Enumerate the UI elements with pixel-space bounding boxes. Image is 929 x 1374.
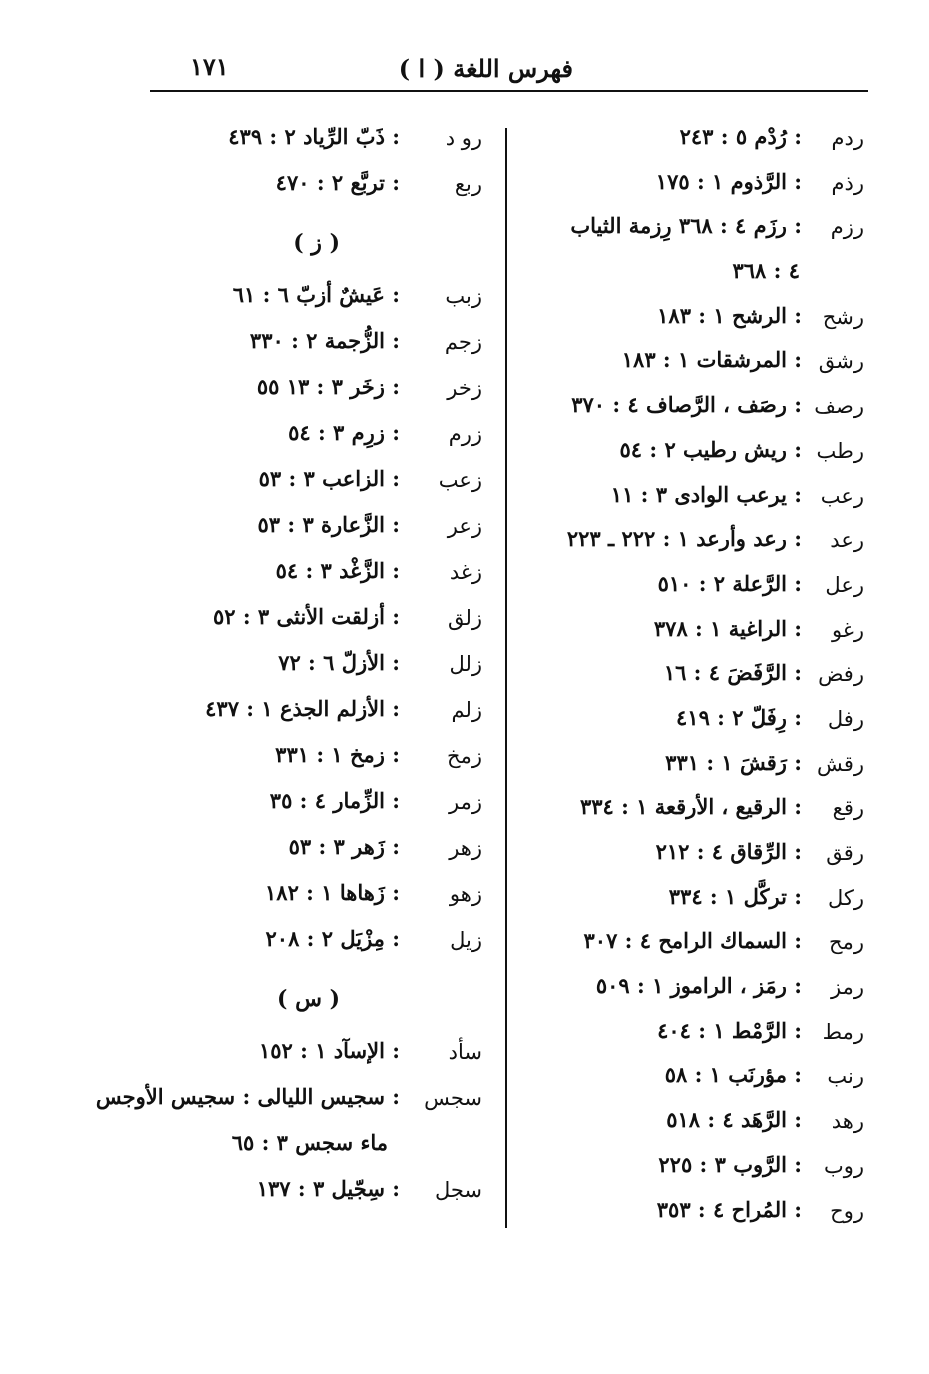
root-word: رصف xyxy=(814,394,864,419)
root-word: زمر xyxy=(449,790,482,814)
index-row xyxy=(520,654,870,699)
root-word: زلق xyxy=(447,606,482,630)
root-word: زهر xyxy=(449,836,482,860)
entry-text: : عَيشٌ أزبّ ٦ : ٦١ xyxy=(232,282,400,307)
root-word: سجس xyxy=(424,1086,482,1110)
index-row xyxy=(520,1191,870,1236)
entry-text: : الزَّغْد ٣ : ٥٤ xyxy=(275,558,400,583)
root-word: رطب xyxy=(816,438,864,463)
entry-text: : رزَم ٤ : ٣٦٨ رِزمة الثياب xyxy=(570,213,802,239)
section-label: ( ز ) xyxy=(293,230,340,256)
index-row xyxy=(140,1170,490,1216)
index-row xyxy=(140,164,490,210)
root-word: رذم xyxy=(831,170,864,195)
entry-text: : المُراح ٤ : ٣٥٣ xyxy=(656,1196,802,1222)
root-word: زلل xyxy=(449,652,482,676)
entry-text: : الرشح ١ : ١٨٣ xyxy=(657,302,802,328)
index-row xyxy=(520,252,870,297)
index-row xyxy=(140,920,490,966)
left-column xyxy=(95,118,490,1216)
index-row xyxy=(520,520,870,565)
index-row xyxy=(140,644,490,690)
entry-text: : زرِم ٣ : ٥٤ xyxy=(288,420,400,445)
index-row xyxy=(140,874,490,920)
index-row xyxy=(520,699,870,744)
entry-text: : الرَّمْط ١ : ٤٠٤ xyxy=(657,1017,802,1043)
root-word: رقق xyxy=(826,841,864,865)
entry-text: : الرَّذوم ١ : ١٧٥ xyxy=(655,168,802,194)
root-word: رمط xyxy=(822,1019,864,1044)
entry-text: : رعد وأرعد ١ : ٢٢٢ ـ ٢٢٣ xyxy=(566,526,802,552)
entry-text: : الرَّعلة ٢ : ٥١٠ xyxy=(657,570,802,596)
root-word: زغد xyxy=(449,560,482,584)
index-row xyxy=(140,552,490,598)
entry-text: : زَهاها ١ : ١٨٢ xyxy=(265,880,400,905)
index-row xyxy=(520,431,870,476)
root-word: روح xyxy=(830,1198,864,1223)
root-word: رعل xyxy=(825,572,864,597)
index-row xyxy=(520,118,870,163)
index-row xyxy=(520,833,870,878)
root-word: زهو xyxy=(449,882,482,906)
root-word: رعب xyxy=(820,483,864,508)
section-label: ( س ) xyxy=(277,986,340,1012)
root-word: زيل xyxy=(450,928,482,952)
entry-text: : رمَز ، الراموز ١ : ٥٠٩ xyxy=(595,973,802,999)
entry-text: : مؤرنَب ١ : ٥٨ xyxy=(664,1062,802,1088)
entry-text: : الرَّفَضَ ٤ : ١٦ xyxy=(663,660,802,686)
entry-text: : الرَّوب ٣ : ٢٢٥ xyxy=(658,1151,802,1177)
root-word: رقع xyxy=(832,796,864,821)
entry-text: : الأزلم الجذع ١ : ٤٣٧ xyxy=(205,696,400,721)
index-row xyxy=(140,1032,490,1078)
entry-text: : يرعب الوادى ٣ : ١١ xyxy=(610,481,802,507)
index-row xyxy=(520,341,870,386)
entry-text: : سِجّيل ٣ : ١٣٧ xyxy=(256,1176,400,1201)
index-row xyxy=(520,878,870,923)
root-word: رفل xyxy=(827,706,864,731)
section-heading-zay xyxy=(140,210,490,276)
index-row xyxy=(520,476,870,521)
root-word: زلم xyxy=(451,698,482,722)
entry-text: : تربَّع ٢ : ٤٧٠ xyxy=(275,170,400,195)
root-word: زجم xyxy=(444,330,482,354)
index-row xyxy=(520,1146,870,1191)
root-word: رعد xyxy=(830,528,864,553)
root-word: زعر xyxy=(447,514,482,538)
index-row xyxy=(520,922,870,967)
root-word: ركل xyxy=(827,885,864,910)
index-row xyxy=(520,1101,870,1146)
entry-text: : سجيس الليالى : سجيس الأوجس xyxy=(95,1084,400,1109)
entry-text: : الرقيع ، الأرقعة ١ : ٣٣٤ xyxy=(579,794,802,820)
entry-text: : رُدْم ٥ : ٢٤٣ xyxy=(679,124,802,149)
index-row xyxy=(520,207,870,252)
index-row xyxy=(140,828,490,874)
right-column xyxy=(520,118,870,1235)
index-row xyxy=(140,506,490,552)
root-word: ردم xyxy=(831,126,864,150)
root-word: روب xyxy=(823,1153,864,1178)
index-row xyxy=(520,610,870,655)
root-word: رو د xyxy=(445,126,482,150)
root-word: زعب xyxy=(438,468,482,492)
entry-text: : مِزْيَل ٢ : ٢٠٨ xyxy=(265,926,400,951)
entry-text: : السماك الرامح ٤ : ٣٠٧ xyxy=(583,928,802,954)
index-row xyxy=(520,1012,870,1057)
root-word: سأد xyxy=(448,1040,482,1064)
root-word: ربع xyxy=(454,172,482,196)
index-row xyxy=(140,414,490,460)
root-word: رقش xyxy=(817,751,864,776)
root-word: زخر xyxy=(447,376,482,400)
index-row xyxy=(520,744,870,789)
entry-text: : زمخ ١ : ٣٣١ xyxy=(275,742,400,767)
index-row xyxy=(520,788,870,833)
entry-text: : الزُّجمة ٢ : ٣٣٠ xyxy=(249,328,400,353)
entry-text: : ريش رطيب ٢ : ٥٤ xyxy=(619,436,802,462)
index-row xyxy=(520,1056,870,1101)
root-word: زرم xyxy=(448,422,482,446)
entry-text: : رَقشَ ١ : ٣٣١ xyxy=(665,749,802,775)
root-word: رمح xyxy=(829,930,864,955)
index-row xyxy=(140,322,490,368)
root-word: رمز xyxy=(831,975,864,1000)
page-number: ١٧١ xyxy=(190,52,229,81)
index-row xyxy=(140,118,490,164)
entry-text: : الزاعب ٣ : ٥٣ xyxy=(258,466,400,491)
index-row xyxy=(520,386,870,431)
index-row xyxy=(520,565,870,610)
section-heading-seen xyxy=(140,966,490,1032)
entry-text: : زَهر ٣ : ٥٣ xyxy=(288,834,400,859)
root-word: رشح xyxy=(822,304,864,329)
entry-text: : رصَف ، الرَّصاف ٤ : ٣٧٠ xyxy=(571,392,802,418)
column-divider xyxy=(505,128,507,1228)
index-row xyxy=(520,297,870,342)
root-word: سجل xyxy=(434,1178,482,1202)
entry-text: : رِفَلّ ٢ : ٤١٩ xyxy=(676,704,802,730)
index-row xyxy=(140,368,490,414)
root-word: رزم xyxy=(830,215,864,240)
entry-text: : الإسآد ١ : ١٥٢ xyxy=(258,1038,400,1063)
root-word: رفض xyxy=(818,662,864,687)
index-row xyxy=(520,967,870,1012)
entry-text: : الزِّمار ٤ : ٣٥ xyxy=(269,788,400,813)
entry-text: : المرشقات ١ : ١٨٣ xyxy=(621,347,802,373)
entry-text: ٤ : ٣٦٨ xyxy=(732,258,800,284)
index-row xyxy=(140,598,490,644)
index-row xyxy=(95,1078,490,1124)
root-word: رغو xyxy=(832,617,864,642)
entry-text: : الرَّهَد ٤ : ٥١٨ xyxy=(666,1107,802,1133)
root-word: زبب xyxy=(445,284,482,308)
entry-text: : الأزلّ ٦ : ٧٢ xyxy=(278,650,400,675)
index-row xyxy=(140,690,490,736)
index-row xyxy=(140,736,490,782)
index-row xyxy=(520,163,870,208)
entry-text: : تركَّل ١ : ٣٣٤ xyxy=(668,883,802,909)
index-row xyxy=(140,1124,490,1170)
entry-text: : زخَر ٣ : ١٣ ٥٥ xyxy=(256,374,400,399)
index-row xyxy=(140,782,490,828)
root-word: زمخ xyxy=(447,744,482,768)
root-word: رنب xyxy=(827,1064,864,1089)
entry-text: ماء سجس ٣ : ٦٥ xyxy=(231,1130,388,1155)
page-title: فهرس اللغة ( ا ) xyxy=(398,54,573,83)
index-row xyxy=(140,276,490,322)
entry-text: : الراغية ١ : ٣٧٨ xyxy=(653,615,802,641)
page-header xyxy=(150,50,868,92)
root-word: رهد xyxy=(831,1109,864,1134)
root-word: رشق xyxy=(818,349,864,374)
entry-text: : الزَّعارة ٣ : ٥٣ xyxy=(257,512,400,537)
entry-text: : ذَبّ الرِّياد ٢ : ٤٣٩ xyxy=(228,124,400,149)
index-row xyxy=(140,460,490,506)
entry-text: : الرِّقاق ٤ : ٢١٢ xyxy=(655,839,802,864)
entry-text: : أزلقت الأنثى ٣ : ٥٢ xyxy=(212,604,400,629)
